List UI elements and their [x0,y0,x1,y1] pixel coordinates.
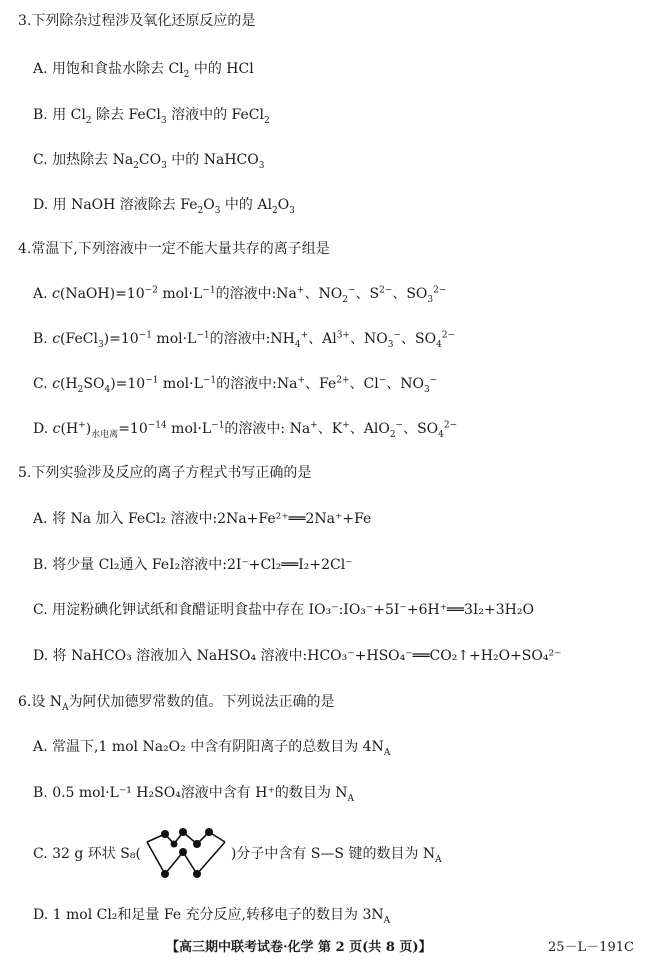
question-5-stem: 5.下列实验涉及反应的离子方程式书写正确的是 [18,465,312,481]
question-4-stem: 4.常温下,下列溶液中一定不能大量共存的离子组是 [18,241,330,257]
question-4-option-a: A. $c(NaOH)=10^{-2}$ $mol\cdot L^{-1}$的溶液中:Na+、$NO_2^-$、$S^{2-}$、$SO_3^{2-}$ [33,285,447,305]
s8-ring-structure-diagram [141,826,231,882]
question-6-stem: 6.设 $N_A$为阿伏加德罗常数的值。下列说法正确的是 [18,694,335,713]
footer-code: 25－L－191C [548,940,634,955]
question-3-option-d: D. 用 NaOH 溶液除去 $Fe_2O_3$ 中的 $Al_2O_3$ [33,197,295,216]
question-3-option-a: A. 用饱和食盐水除去 $Cl_2$ 中的 HCl [33,61,254,80]
page-footer [0,936,648,956]
question-3-stem: 3.下列除杂过程涉及氧化还原反应的是 [18,13,256,29]
footer-title: 【高三期中联考试卷·化学 第 2 页(共 8 页)】 [166,940,432,955]
question-5-option-c: C. 用淀粉碘化钾试纸和食醋证明食盐中存在 IO₃⁻:IO₃⁻+5I⁻+6H⁺══3I₂+3H₂O [33,602,534,618]
question-6-option-d: D. 1 mol Cl₂和足量 Fe 充分反应,转移电子的数目为 $3N_A$ [33,907,391,926]
question-5-option-d: D. 将 NaHCO₃ 溶液加入 NaHSO₄ 溶液中:HCO₃⁻+HSO₄⁻══CO₂↑+H₂O+SO₄²⁻ [33,648,562,664]
question-5-option-b: B. 将少量 Cl₂通入 FeI₂溶液中:2I⁻+Cl₂══I₂+2Cl⁻ [33,557,353,573]
question-3-option-b: B. 用 $Cl_2$ 除去 FeCl$_3$ 溶液中的 FeCl$_2$ [33,107,270,126]
question-3-option-c: C. 加热除去 $Na_2CO_3$ 中的 NaHCO$_3$ [33,152,265,171]
question-4-option-c: C. $c(H_2SO_4)=10^{-1}$ $mol\cdot L^{-1}$的溶液中:Na+、$Fe^{2+}$、Cl−、$NO_3^-$ [33,375,438,395]
question-5-option-a: A. 将 Na 加入 FeCl₂ 溶液中:2Na+Fe²⁺══2Na⁺+Fe [33,511,372,527]
question-6-option-c: C. 32 g 环状 S₈( )分子中含有 S—S 键的数目为 $N_A$ [33,845,442,863]
question-4-option-b: B. $c(FeCl_3)=10^{-1}$ $mol\cdot L^{-1}$的溶液中$:NH_4^+$、$Al^{3+}$、$NO_3^-$、$SO_4^{2-}$ [33,330,456,350]
question-4-option-d: D. $c(H^+)_{水电离}=10^{-14}$ $mol\cdot L^{-1}$的溶液中: Na+、K+、AlO$_2$−、$SO_4^{2-}$ [33,420,458,440]
question-6-option-b: B. 0.5 mol·L⁻¹ H₂SO₄溶液中含有 H⁺的数目为 $N_A$ [33,785,355,804]
question-6-option-a: A. 常温下,1 mol Na₂O₂ 中含有阴阳离子的总数目为 $4N_A$ [33,739,391,758]
